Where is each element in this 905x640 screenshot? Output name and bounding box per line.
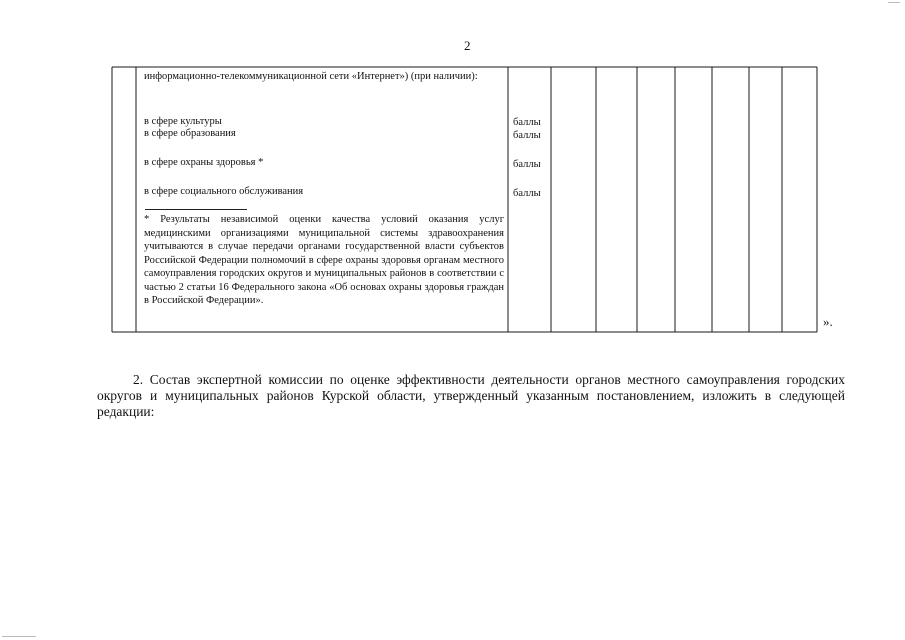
row-unit-health: баллы	[513, 159, 541, 170]
closing-quote: ».	[823, 314, 833, 329]
scan-mark-bottom	[2, 636, 36, 637]
row-label-social: в сфере социального обслуживания	[144, 186, 304, 197]
row-unit-culture: баллы	[513, 117, 541, 128]
page-number: 2	[464, 38, 471, 53]
body-paragraph: 2. Состав экспертной комиссии по оценке эффективности деятельности органов местного самоуправления городских округов и муниципальных районов Курской области, утвержденный указанным постановлением, изложить в следующей редакции:	[97, 372, 845, 419]
row-label-health: в сфере охраны здоровья *	[144, 157, 264, 168]
footnote-rule	[145, 209, 247, 210]
row-unit-education: баллы	[513, 130, 541, 141]
row-label-culture: в сфере культуры	[144, 116, 222, 127]
table-top-text: информационно-телекоммуникационной сети «Интернет») (при наличии):	[144, 71, 478, 82]
row-label-education: в сфере образования	[144, 128, 236, 139]
table-footnote: * Результаты независимой оценки качества условий оказания услуг медицинскими организациями муниципальной системы здравоохранения учитываются в случае передачи органами государственной власти субъектов Российской Федерации полномочий в сфере охраны здоровья органам местного самоуправления городских округов и муниципальных районов в соответствии с частью 2 статьи 16 Федерального закона «Об основах охраны здоровья граждан в Российской Федерации».	[144, 214, 504, 306]
row-unit-social: баллы	[513, 188, 541, 199]
scan-mark-top	[888, 2, 900, 3]
